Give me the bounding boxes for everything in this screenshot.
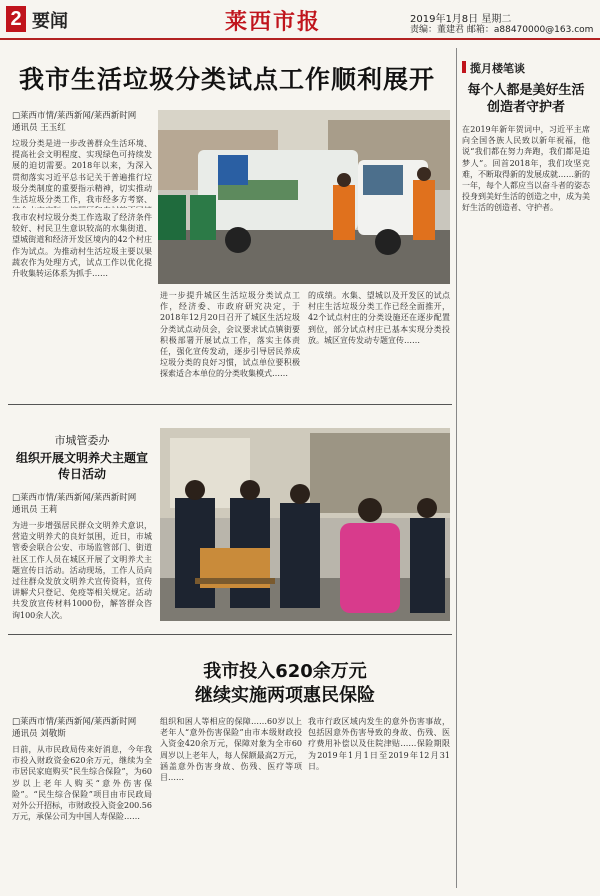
article3-byline-source: □莱西市情/莱西新闻/莱西新时网 <box>12 717 137 727</box>
article3-body-col3: 我市行政区域内发生的意外伤害事故，包括因意外伤害导致的身故、伤残、医疗费用补偿以及住院津贴……保险期限为2019年1月1日至2019年12月31日。 <box>308 717 450 771</box>
side-tag-marker <box>462 61 466 73</box>
editor-contact: 责编：董建君 邮箱：a88470000@163.com <box>410 25 594 35</box>
page-number: 2 <box>6 6 26 32</box>
side-column-tag: 揽月楼笔谈 <box>470 62 525 75</box>
article1-byline-reporter: 通讯员 王玉红 <box>12 123 66 133</box>
article2-byline-reporter: 通讯员 王莉 <box>12 505 58 515</box>
issue-date: 2019年1月8日 星期二 <box>410 14 512 25</box>
article2-body: 为进一步增强居民群众文明养犬意识，营造文明养犬的良好氛围，近日，市城管委会联合公安、市场监管部门、街道社区工作人员在城区开展了文明养犬主题宣传日活动。活动现场，工作人员向过往群众发放文明养犬宣传资料，宣传讲解犬只登记、免疫等相关规定。活动共发放宣传材料1000份，解答群众咨询100余人次。 <box>12 521 152 620</box>
article3-body-col1: 日前，从市民政局传来好消息，今年我市投入财政资金620余万元，继续为全市居民家庭购买“民生综合保险”，为60岁以上老年人购买“意外伤害保险”。“民生综合保险”项目由市民政局对外公开招标，市财政投入资金200.56万元，承保公司为中国人寿保险…… <box>12 745 152 822</box>
newspaper-logo: 莱西市报 <box>225 9 322 35</box>
side-headline: 每个人都是美好生活创造者守护者 <box>467 83 585 115</box>
article1-headline: 我市生活垃圾分类试点工作顺利展开 <box>18 65 435 94</box>
article3-headline-line1: 我市投入620余万元 <box>203 661 367 682</box>
article2-kicker: 市城管委办 <box>54 434 110 447</box>
section-divider-2 <box>8 634 452 635</box>
section-divider <box>8 404 452 405</box>
article2-byline-source: □莱西市情/莱西新闻/莱西新时网 <box>12 493 137 503</box>
article1-body-col1b: 我市农村垃圾分类工作选取了经济条件较好、村民卫生意识较高的水集街道、望城街道和经济开发区境内的42个村庄作为试点。为推动村生活垃圾主要以果蔬农作为处理方式，试点工作以优化提升收集转运体系为抓手…… <box>12 213 152 279</box>
side-body: 在2019年新年贺词中，习近平主席向全国各族人民致以新年祝福，他说“我们都在努力奔跑，我们都是追梦人”。回首2018年，我们攻坚克难，不断取得新的发展成就……新的一年，每个人都应当以奋斗者的姿态投身到美好生活的创造之中，成为美好生活的创造者、守护者。 <box>462 125 590 213</box>
article1-body-col3: 的成绩。水集、望城以及开发区的试点村庄生活垃圾分类工作已经全面推开，42个试点村庄的分类设施还在逐步配置到位，部分试点村庄已基本实现分类投放。城区宣传发动专题宣传…… <box>308 291 450 345</box>
section-title: 要闻 <box>32 11 68 32</box>
article3-byline <box>12 716 152 740</box>
column-divider <box>456 48 457 888</box>
dog-campaign-photo <box>160 428 450 621</box>
article1-body-col2: 进一步提升城区生活垃圾分类试点工作，经济委、市政府研究决定，于2018年12月20日召开了城区生活垃圾分类试点动员会，会议要求试点镇街要积极部署开展试点工作，落实主体责任，强化宣传发动，逐步引导居民养成垃圾分类的良好习惯，试点单位要积极探索适合本单位的分类收集模式…… <box>160 291 300 379</box>
article3-byline-reporter: 通讯员 刘敬斯 <box>12 729 66 739</box>
article1-byline <box>12 110 152 134</box>
article1-body-col1: 垃圾分类是进一步改善群众生活环境、提高社会文明程度、实现绿色可持续发展的迫切需要。2018年以来，为深入贯彻落实习近平总书记关于普遍推行垃圾分类制度的重要指示精神，切实推动生活垃圾分类工作，我市经多方考察、 <box>12 139 152 205</box>
article2-byline <box>12 492 152 516</box>
article3-headline-line2: 继续实施两项惠民保险 <box>195 685 375 706</box>
garbage-truck-photo <box>158 110 450 284</box>
article3-body-col2: 组织和困人等相应的保障……60岁以上老年人“意外伤害保险”由市本级财政投入资金420余万元，保障对象为全市60周岁以上老年人，每人保额最高2万元，涵盖意外伤害身故、伤残、医疗等项目…… <box>160 717 302 783</box>
article2-headline: 组织开展文明养犬主题宣传日活动 <box>15 451 148 481</box>
article1-byline-source: □莱西市情/莱西新闻/莱西新时网 <box>12 111 137 121</box>
article3-headline <box>120 660 450 708</box>
